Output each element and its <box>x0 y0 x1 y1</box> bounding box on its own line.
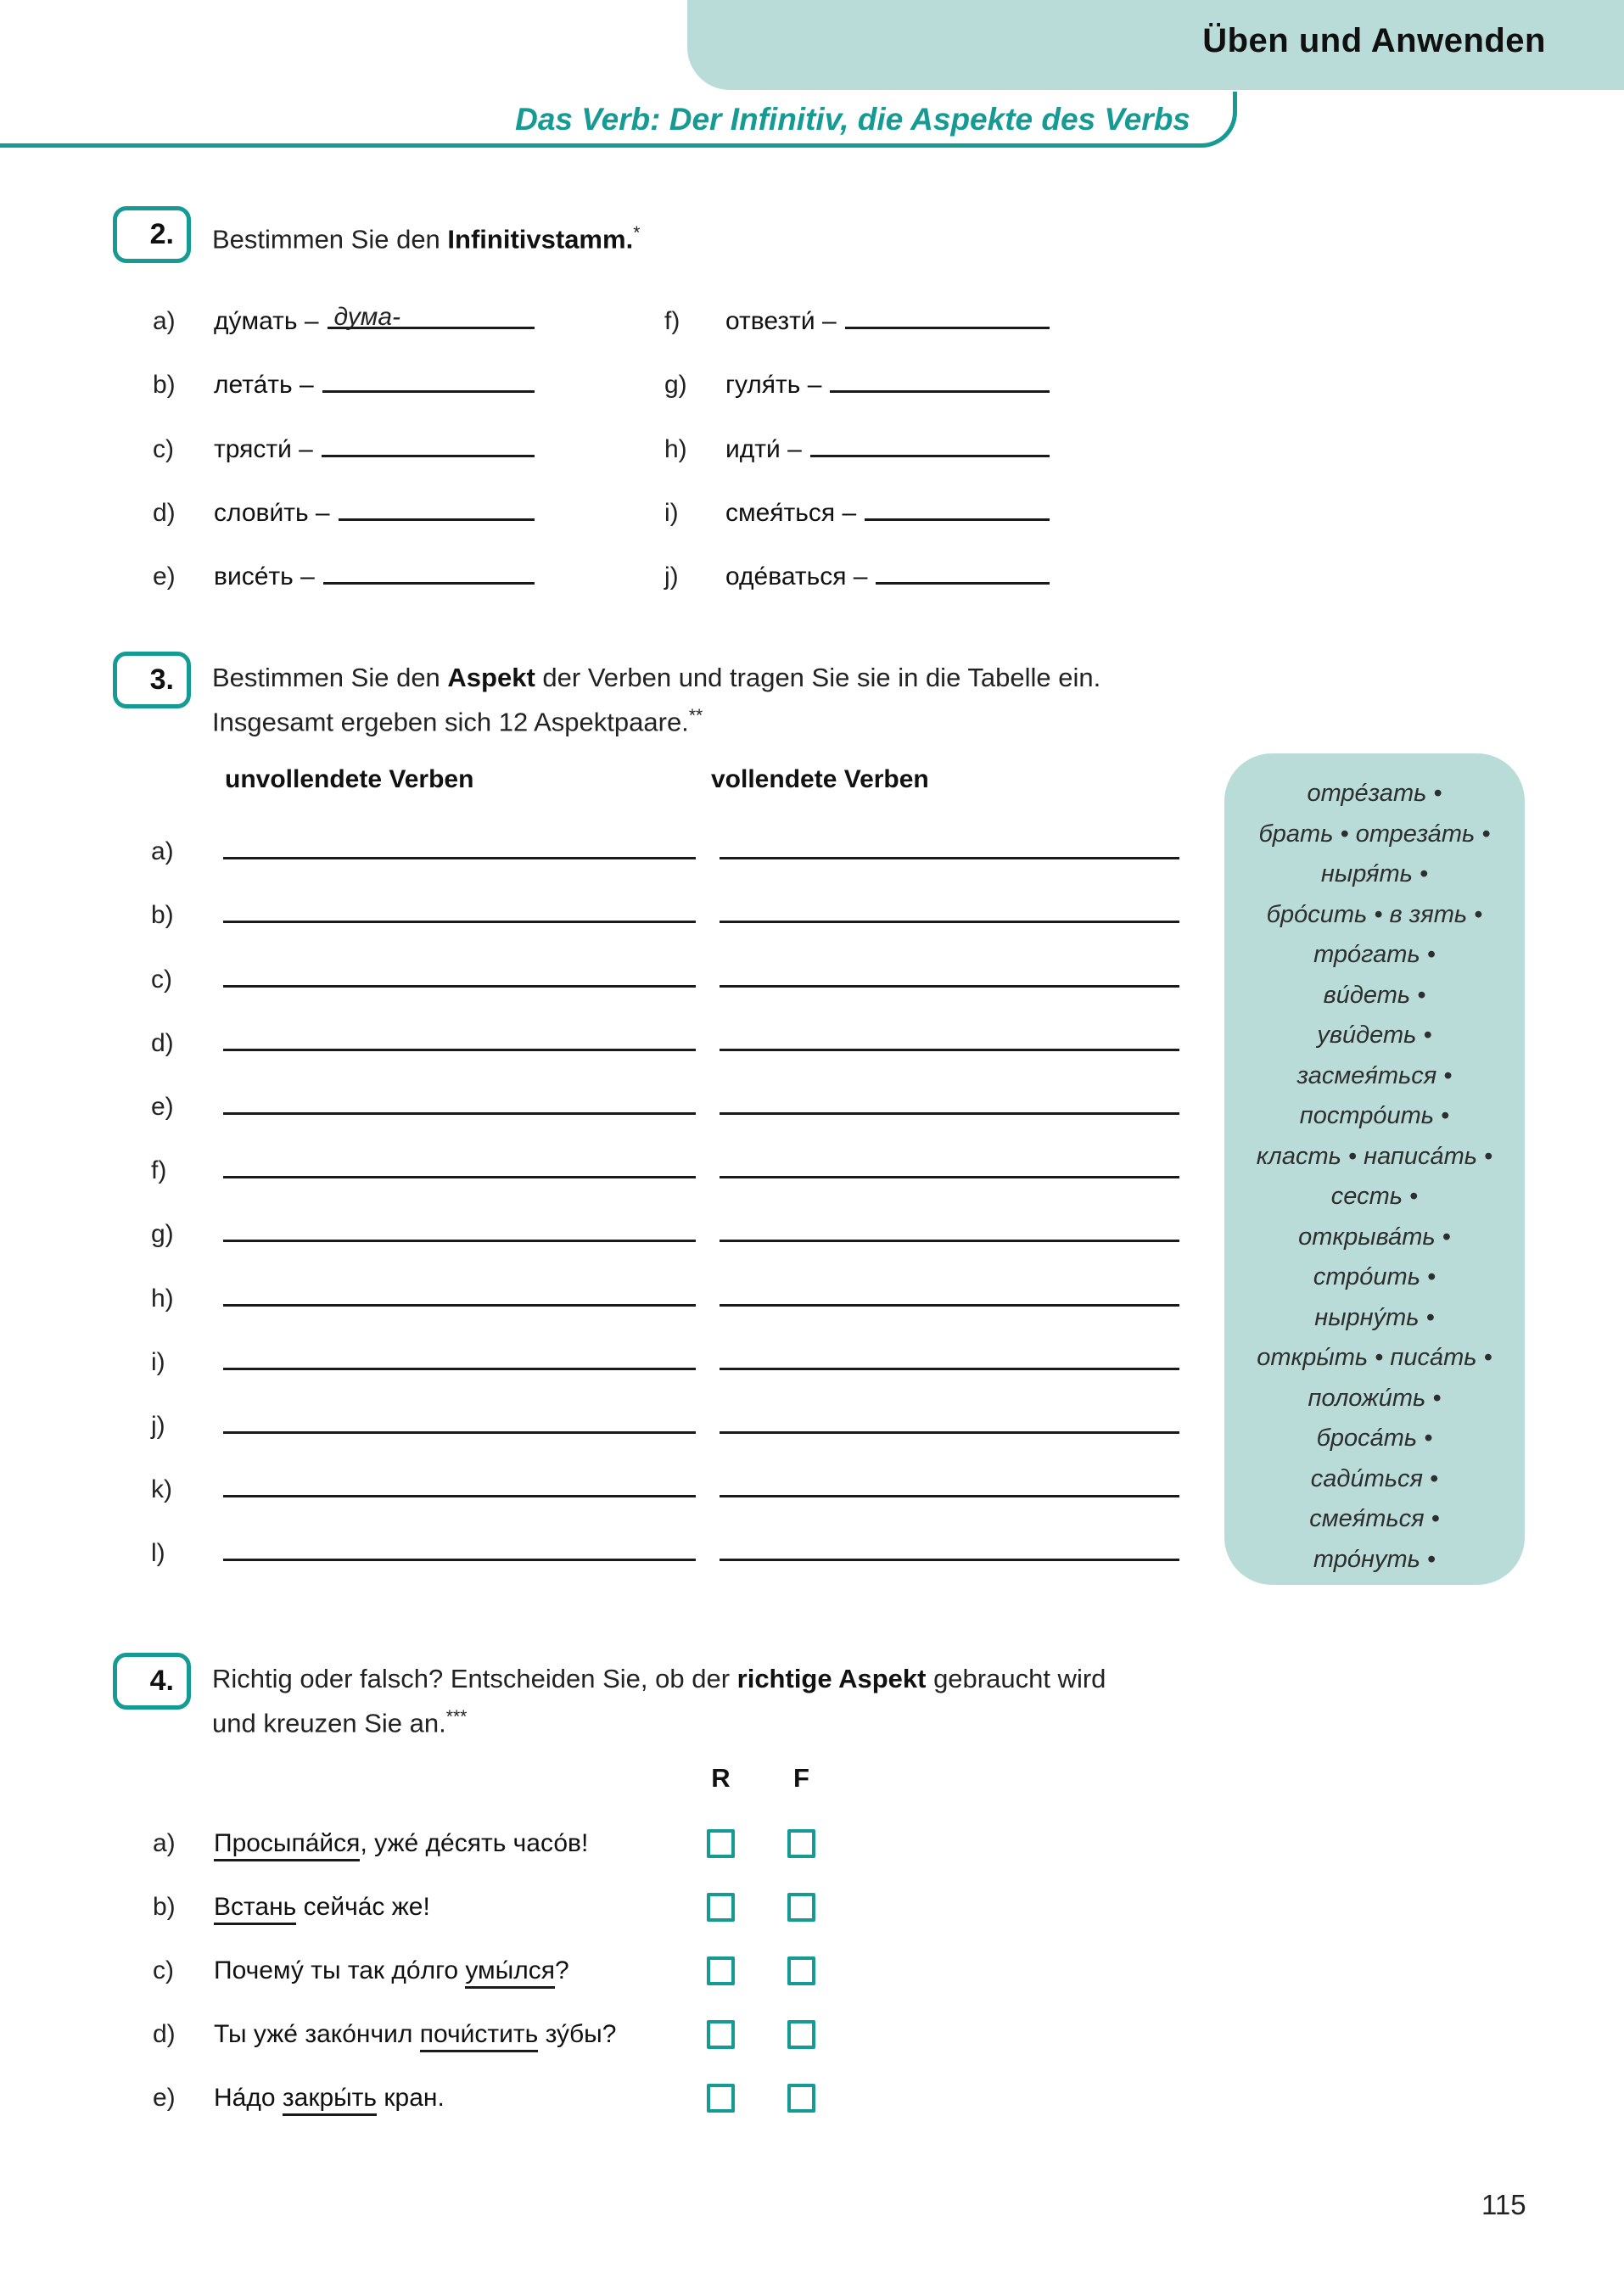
item-letter: d) <box>153 498 176 527</box>
ex2-item-e <box>153 535 535 599</box>
perfective-blank[interactable] <box>720 920 1179 923</box>
sentence-pre: На́до <box>214 2084 283 2113</box>
row-letter: e) <box>151 1092 174 1121</box>
verb-text: висе́ть – <box>214 562 315 591</box>
table-row <box>151 1385 1179 1448</box>
wordbank-line: открыва́ть • <box>1298 1223 1451 1251</box>
item-letter: d) <box>153 2020 176 2049</box>
ex2-item-g <box>664 344 1050 407</box>
item-letter: b) <box>153 1892 176 1921</box>
wordbank-line: ви́деть • <box>1323 981 1426 1009</box>
wordbank-line: нырну́ть • <box>1314 1303 1435 1331</box>
table-row <box>151 1002 1179 1066</box>
row-letter: j) <box>151 1411 165 1440</box>
section-subtitle: Das Verb: Der Infinitiv, die Aspekte des Verbs <box>515 102 1190 137</box>
wordbank-line: брать • отреза́ть • <box>1258 820 1491 848</box>
table-row <box>151 1321 1179 1385</box>
exercise-2-number: 2. <box>113 206 191 263</box>
exercise-3-title-bold: Aspekt <box>447 663 535 692</box>
exercise-3-title-post: der Verben und tragen Sie sie in die Tabelle ein. <box>535 663 1101 692</box>
checkbox-falsch[interactable] <box>787 1893 815 1922</box>
imperfective-blank[interactable] <box>223 1175 696 1178</box>
imperfective-blank[interactable] <box>223 984 696 988</box>
exercise-3-title <box>212 658 1100 741</box>
item-letter: b) <box>153 371 176 400</box>
verb-text: ду́мать – <box>214 307 319 336</box>
underlined-verb: умы́лся <box>465 1956 555 1989</box>
row-letter: k) <box>151 1475 172 1504</box>
verb-text: трясти́ – <box>214 434 313 463</box>
exercise-3-title-pre: Bestimmen Sie den <box>212 663 448 692</box>
verb-text: отвезти́ – <box>725 307 837 336</box>
table-row <box>151 810 1179 874</box>
sentence-text <box>214 1893 430 1922</box>
verb-text: оде́ваться – <box>725 562 868 591</box>
wordbank-line: тро́гать • <box>1313 941 1436 968</box>
imperfective-blank[interactable] <box>223 1111 696 1115</box>
table-row <box>151 874 1179 938</box>
wordbank-line: отре́зать • <box>1307 780 1442 807</box>
exercise-4-items <box>153 1811 1205 2130</box>
wordbank-line: положи́ть • <box>1308 1384 1442 1412</box>
exercise-4-title-bold: richtige Aspekt <box>736 1664 927 1693</box>
wordbank-line: постро́ить • <box>1299 1102 1450 1129</box>
checkbox-richtig[interactable] <box>707 2084 735 2113</box>
verb-text: смея́ться – <box>725 498 857 527</box>
perfective-blank[interactable] <box>720 1175 1179 1178</box>
table-row <box>151 938 1179 1001</box>
checkbox-richtig[interactable] <box>707 1893 735 1922</box>
sentence-pre: Почему́ ты так до́лго <box>214 1956 466 1984</box>
handwritten-answer: дума- <box>333 303 401 332</box>
perfective-blank[interactable] <box>720 984 1179 988</box>
exercise-3-number: 3. <box>113 652 191 708</box>
item-letter: j) <box>664 562 679 591</box>
ex4-item-a <box>153 1811 1205 1875</box>
perfective-blank[interactable] <box>720 1111 1179 1115</box>
wordbank-line: стро́ить • <box>1313 1263 1436 1290</box>
table-row <box>151 1193 1179 1257</box>
exercise-4-number: 4. <box>113 1653 191 1710</box>
ex4-item-d <box>153 2003 1205 2067</box>
answer-blank[interactable] <box>830 389 1050 393</box>
exercise-4-title-line2-text: und kreuzen Sie an. <box>212 1708 446 1738</box>
checkbox-richtig[interactable] <box>707 1829 735 1858</box>
wordbank-line: класть • написа́ть • <box>1256 1142 1493 1170</box>
column-header-richtig: R <box>711 1763 731 1793</box>
underlined-verb: Встань <box>214 1893 296 1925</box>
imperfective-blank[interactable] <box>223 1239 696 1242</box>
answer-blank[interactable] <box>876 581 1050 585</box>
answer-blank[interactable] <box>322 389 535 393</box>
underlined-verb: закры́ть <box>283 2084 377 2116</box>
sentence-post: кран. <box>377 2084 445 2113</box>
ex4-item-c <box>153 1939 1205 2002</box>
row-letter: f) <box>151 1156 167 1185</box>
verb-text: гуля́ть – <box>725 371 822 400</box>
perfective-blank[interactable] <box>720 1367 1179 1370</box>
exercise-2-title-bold: Infinitivstamm. <box>447 224 634 255</box>
answer-blank[interactable] <box>339 518 535 521</box>
item-letter: e) <box>153 2084 176 2113</box>
imperfective-blank[interactable] <box>223 1048 696 1051</box>
imperfective-blank[interactable] <box>223 920 696 923</box>
ex2-item-c <box>153 407 535 471</box>
wordbank-line: тро́нуть • <box>1313 1545 1436 1573</box>
exercise-3-asterisks: ** <box>688 706 703 725</box>
exercise-3-title-line1 <box>212 658 1100 697</box>
checkbox-richtig[interactable] <box>707 2020 735 2049</box>
wordbank-line: засмея́ться • <box>1296 1061 1453 1089</box>
ex4-item-b <box>153 1875 1205 1939</box>
imperfective-blank[interactable] <box>223 856 696 859</box>
row-letter: d) <box>151 1028 174 1057</box>
ex2-item-f <box>664 280 1050 344</box>
row-letter: h) <box>151 1284 174 1313</box>
perfective-blank[interactable] <box>720 856 1179 859</box>
chapter-title: Üben und Anwenden <box>1202 22 1546 59</box>
item-letter: h) <box>664 434 687 463</box>
column-header-falsch: F <box>793 1763 809 1793</box>
answer-blank[interactable] <box>865 518 1050 521</box>
table-row <box>151 1129 1179 1193</box>
item-letter: i) <box>664 498 679 527</box>
row-letter: l) <box>151 1539 165 1568</box>
exercise-4-title-line2 <box>212 1698 1106 1742</box>
exercise-4-asterisks: *** <box>445 1707 468 1727</box>
exercise-4-title-line1 <box>212 1660 1106 1698</box>
checkbox-richtig[interactable] <box>707 1956 735 1985</box>
wordbank-line: бро́сить • в зять • <box>1266 900 1483 928</box>
wordbank-line: сесть • <box>1330 1183 1419 1210</box>
exercise-2-items <box>153 280 1050 599</box>
exercise-2-title <box>212 214 640 258</box>
wordbank-line: сади́ться • <box>1310 1464 1439 1492</box>
exercise-3-title-line2 <box>212 697 1100 741</box>
sentence-text <box>214 1829 588 1858</box>
row-letter: i) <box>151 1347 165 1376</box>
ex2-item-h <box>664 407 1050 471</box>
item-letter: e) <box>153 562 176 591</box>
answer-blank[interactable] <box>810 454 1050 457</box>
verb-text: слови́ть – <box>214 498 330 527</box>
exercise-3-table <box>151 810 1179 1576</box>
exercise-4-title-pre: Richtig oder falsch? Entscheiden Sie, ob der <box>212 1664 737 1693</box>
row-letter: a) <box>151 837 174 866</box>
checkbox-falsch[interactable] <box>787 2084 815 2113</box>
row-letter: b) <box>151 901 174 930</box>
row-letter: c) <box>151 965 172 994</box>
item-letter: c) <box>153 1956 174 1984</box>
wordbank-line: откры́ть • писа́ть • <box>1257 1344 1492 1371</box>
perfective-blank[interactable] <box>720 1430 1179 1434</box>
sentence-post: ? <box>555 1956 569 1984</box>
answer-blank[interactable] <box>322 454 535 457</box>
sentence-text <box>214 2020 616 2049</box>
verb-text: идти́ – <box>725 434 802 463</box>
verb-text: лета́ть – <box>214 371 314 400</box>
table-row <box>151 1448 1179 1512</box>
answer-blank[interactable] <box>845 326 1050 329</box>
item-letter: g) <box>664 371 687 400</box>
sentence-post: , уже́ де́сять часо́в! <box>360 1828 589 1857</box>
perfective-blank[interactable] <box>720 1494 1179 1497</box>
checkbox-falsch[interactable] <box>787 2020 815 2049</box>
exercise-4-title <box>212 1660 1106 1742</box>
wordbank-line: ныря́ть • <box>1320 860 1429 887</box>
item-letter: f) <box>664 307 680 336</box>
underlined-verb: почи́стить <box>420 2020 539 2052</box>
perfective-blank[interactable] <box>720 1558 1179 1561</box>
item-letter: c) <box>153 434 174 463</box>
imperfective-blank[interactable] <box>223 1494 696 1497</box>
exercise-3-title-line2-text: Insgesamt ergeben sich 12 Aspektpaare. <box>212 707 689 737</box>
row-letter: g) <box>151 1220 174 1249</box>
answer-blank[interactable] <box>323 581 535 585</box>
table-row <box>151 1257 1179 1320</box>
wordbank-line: смея́ться • <box>1309 1505 1440 1532</box>
page-number: 115 <box>1481 2189 1526 2220</box>
table-row <box>151 1066 1179 1129</box>
table-row <box>151 1512 1179 1576</box>
perfective-blank[interactable] <box>720 1303 1179 1307</box>
sentence-text <box>214 2084 445 2113</box>
wordbank-line: уви́деть • <box>1317 1022 1432 1049</box>
ex4-item-e <box>153 2067 1205 2130</box>
exercise-4-title-post: gebraucht wird <box>926 1664 1106 1693</box>
ex2-item-d <box>153 472 535 535</box>
checkbox-falsch[interactable] <box>787 1829 815 1858</box>
item-letter: a) <box>153 307 176 336</box>
column-header-imperfective: unvollendete Verben <box>225 765 474 793</box>
exercise-2-title-pre: Bestimmen Sie den <box>212 224 448 255</box>
sentence-post: сейча́с же! <box>296 1892 430 1921</box>
imperfective-blank[interactable] <box>223 1430 696 1434</box>
underlined-verb: Просыпа́йся <box>214 1829 360 1861</box>
ex2-item-j <box>664 535 1050 599</box>
imperfective-blank[interactable] <box>223 1367 696 1370</box>
imperfective-blank[interactable] <box>223 1558 696 1561</box>
item-letter: a) <box>153 1828 176 1857</box>
perfective-blank[interactable] <box>720 1239 1179 1242</box>
checkbox-falsch[interactable] <box>787 1956 815 1985</box>
sentence-post: зу́бы? <box>538 2020 617 2049</box>
ex2-item-i <box>664 472 1050 535</box>
ex2-item-a <box>153 280 535 344</box>
imperfective-blank[interactable] <box>223 1303 696 1307</box>
word-bank-panel <box>1224 753 1525 1585</box>
exercise-2-asterisk: * <box>633 223 641 243</box>
column-header-perfective: vollendete Verben <box>711 765 929 793</box>
ex2-item-b <box>153 344 535 407</box>
wordbank-line: броса́ть • <box>1316 1425 1433 1452</box>
sentence-pre: Ты уже́ зако́нчил <box>214 2020 420 2049</box>
sentence-text <box>214 1956 569 1985</box>
perfective-blank[interactable] <box>720 1048 1179 1051</box>
answer-blank[interactable] <box>328 298 535 332</box>
